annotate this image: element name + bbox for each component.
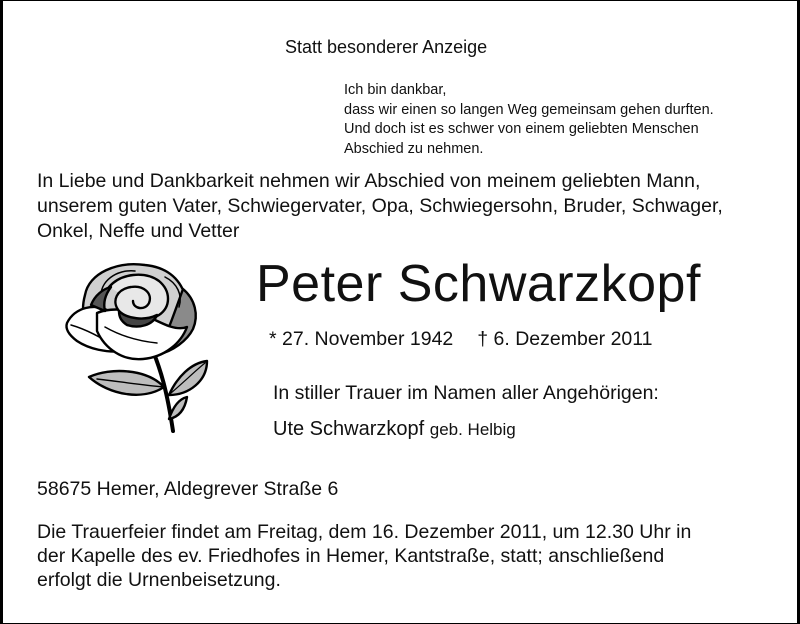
life-dates <box>269 328 653 351</box>
intro-line: In Liebe und Dankbarkeit nehmen wir Abschied von meinem geliebten Mann, <box>37 170 701 192</box>
poem-line: Ich bin dankbar, <box>344 82 447 98</box>
funeral-details <box>37 520 691 592</box>
address: 58675 Hemer, Aldegrever Straße 6 <box>37 478 339 500</box>
funeral-line: der Kapelle des ev. Friedhofes in Hemer, Kantstraße, statt; anschließend <box>37 545 665 567</box>
funeral-line: erfolgt die Urnenbeisetzung. <box>37 569 281 591</box>
intro-text <box>37 169 723 244</box>
widow-signature <box>273 418 516 441</box>
notice-heading: Statt besonderer Anzeige <box>285 37 488 57</box>
rose-icon <box>61 259 211 439</box>
widow-maiden-name: geb. Helbig <box>429 420 516 439</box>
funeral-line: Die Trauerfeier findet am Freitag, dem 16. Dezember 2011, um 12.30 Uhr in <box>37 521 692 543</box>
poem-verse <box>344 81 714 159</box>
mourning-line: In stiller Trauer im Namen aller Angehörigen: <box>273 382 659 404</box>
poem-line: dass wir einen so langen Weg gemeinsam gehen durften. <box>344 101 714 118</box>
widow-name: Ute Schwarzkopf <box>273 418 425 440</box>
intro-line: Onkel, Neffe und Vetter <box>37 220 240 242</box>
death-date: † 6. Dezember 2011 <box>477 328 653 350</box>
deceased-name: Peter Schwarzkopf <box>256 255 701 313</box>
poem-line: Und doch ist es schwer von einem geliebten Menschen <box>344 121 699 137</box>
poem-line: Abschied zu nehmen. <box>344 140 484 157</box>
intro-line: unserem guten Vater, Schwiegervater, Opa, Schwiegersohn, Bruder, Schwager, <box>37 195 723 217</box>
birth-date: * 27. November 1942 <box>269 328 454 350</box>
